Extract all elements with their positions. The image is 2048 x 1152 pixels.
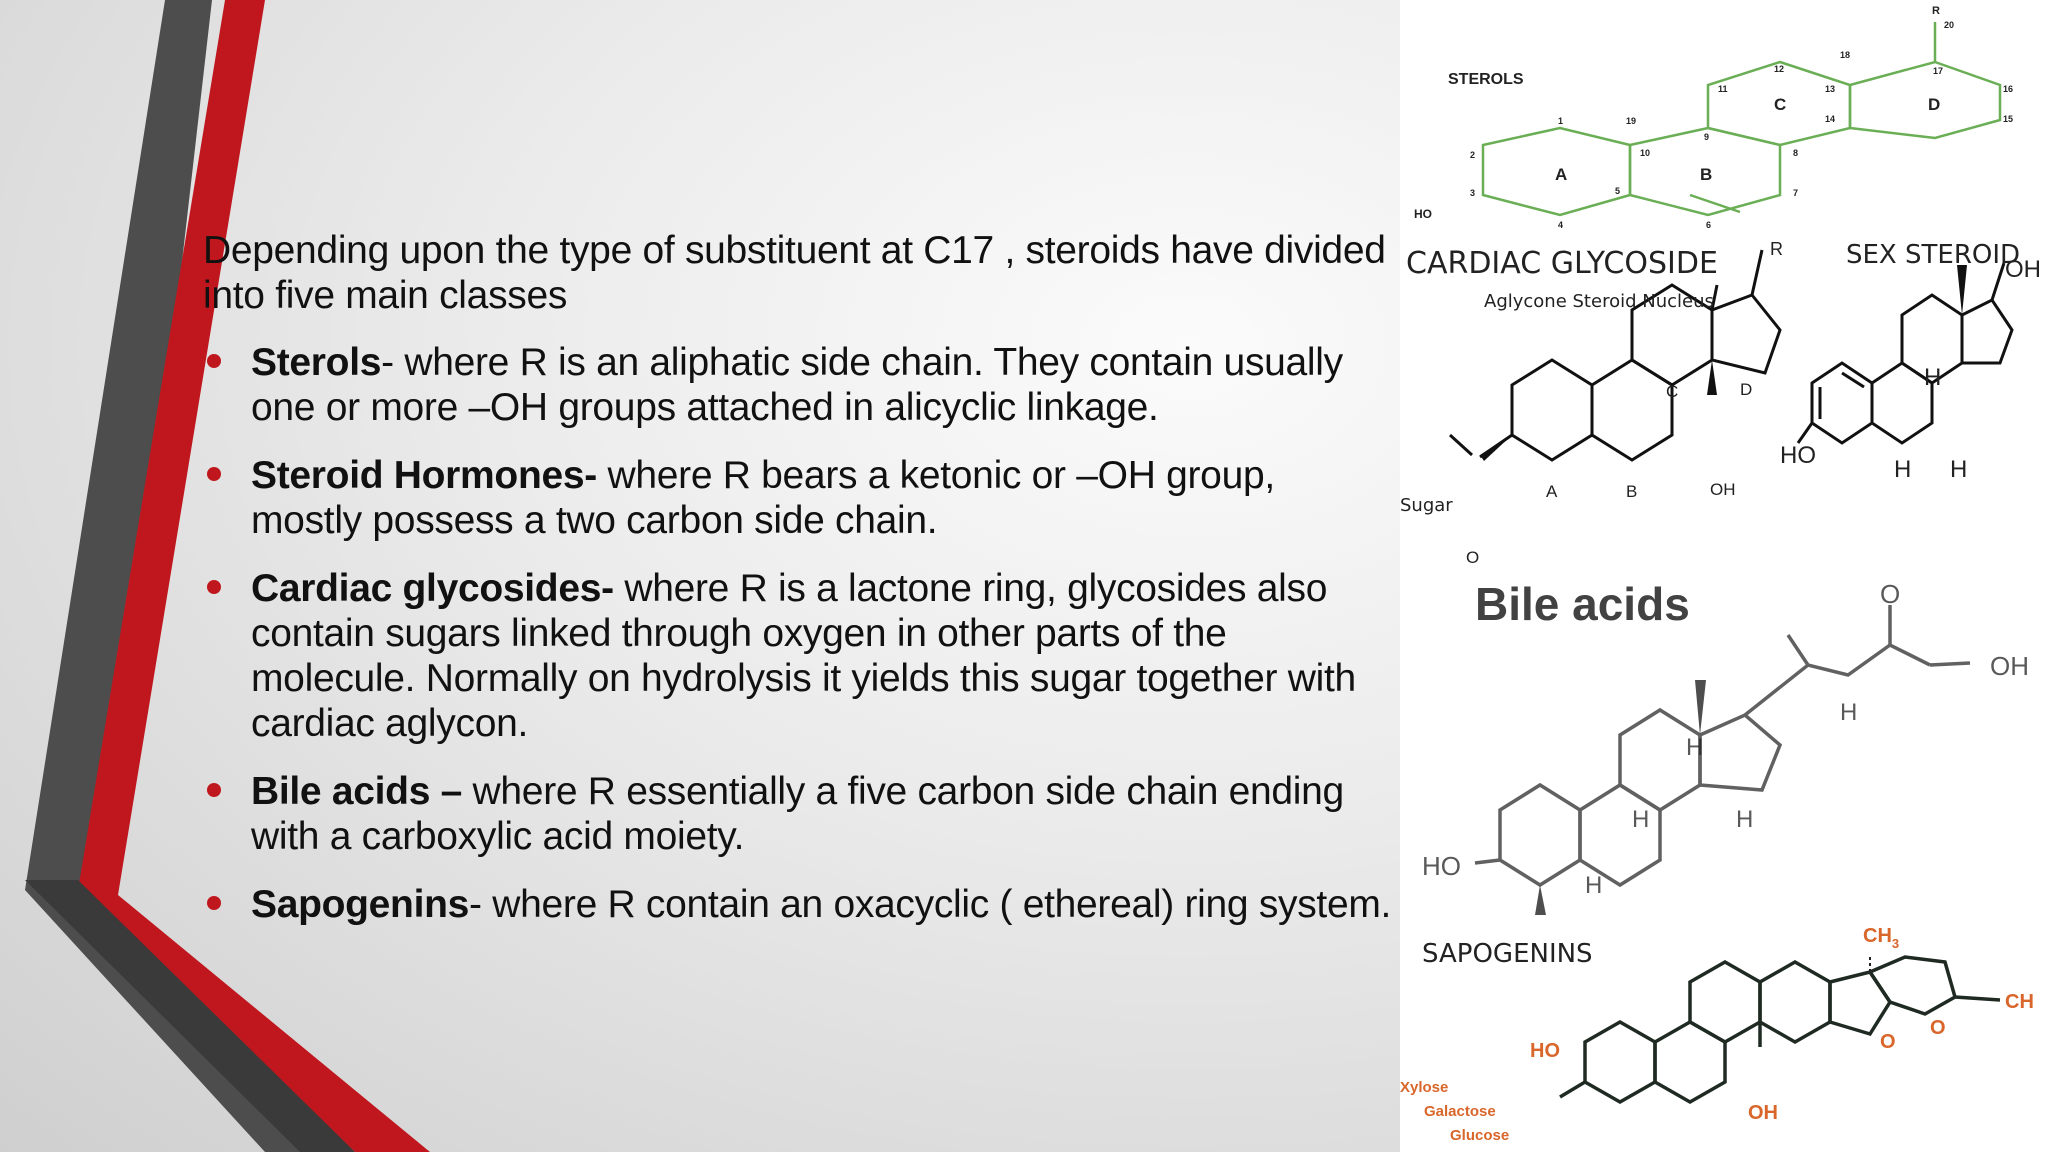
bullet-bile-acids: [203, 769, 1393, 859]
h-label: H: [1840, 699, 1858, 726]
ho-label: HO: [1530, 1040, 1560, 1062]
o-label: O: [1880, 1031, 1896, 1053]
bullet-text: - where R is an aliphatic side chain. They contain usually one or more –OH groups attached in alicyclic linkage.: [251, 341, 1343, 429]
ch-text: CH: [1863, 925, 1892, 947]
atom-number: 15: [2003, 114, 2014, 124]
bullet-dot: [207, 354, 221, 368]
bullet-cardiac-glycosides: [203, 566, 1393, 746]
atom-number: 1: [1558, 116, 1564, 126]
ch3-right-label: CH: [2005, 991, 2034, 1013]
atom-number: 16: [2003, 84, 2014, 94]
cardiac-glycoside-figure: [1400, 235, 1783, 567]
h-label: H: [1686, 734, 1704, 761]
sapogenins-title: SAPOGENINS: [1422, 939, 1593, 969]
oh-label: OH: [1748, 1102, 1778, 1124]
bullet-steroid-hormones: [203, 453, 1393, 543]
bile-acids-title: Bile acids: [1475, 578, 1690, 630]
atom-number: 17: [1933, 66, 1944, 76]
atom-number: 3: [1470, 188, 1476, 198]
r-label: R: [1770, 239, 1783, 259]
ring-a-label: A: [1555, 165, 1568, 184]
atom-number: 20: [1944, 20, 1955, 30]
atom-number: 14: [1825, 114, 1836, 124]
atom-number: 2: [1470, 150, 1476, 160]
ring-c-label: C: [1666, 382, 1679, 401]
bullet-dot: [207, 896, 221, 910]
h-label: H: [1924, 364, 1942, 391]
h-label: H: [1632, 806, 1650, 833]
bullet-text: - where R contain an oxacyclic ( ethereal) ring system.: [469, 883, 1392, 926]
oh-label: OH: [1990, 651, 2029, 681]
intro-text: Depending upon the type of substituent at C17 , steroids have divided into five main classes: [203, 229, 1386, 317]
subscript-3: 3: [1891, 936, 1900, 951]
oh-label: OH: [2005, 256, 2041, 283]
h-label: H: [1585, 872, 1603, 899]
atom-number: 18: [1840, 50, 1851, 60]
ring-c-label: C: [1774, 95, 1787, 114]
sapogenins-figure: [1400, 922, 2048, 1152]
xylose-label: Xylose: [1400, 1079, 1449, 1096]
atom-number: 10: [1640, 148, 1651, 158]
h-label: H: [1894, 456, 1912, 483]
sex-steroid-figure: [1780, 235, 2048, 565]
sex-steroid-title: SEX STEROID: [1846, 240, 2021, 270]
atom-number: 9: [1704, 132, 1710, 142]
ring-d-label: D: [1928, 95, 1941, 114]
bullet-term: Sterols: [251, 341, 382, 384]
bullet-term: Sapogenins: [251, 883, 470, 926]
o-label: O: [1880, 579, 1901, 609]
bile-acids-figure: [1400, 565, 2048, 925]
atom-number: 5: [1615, 186, 1621, 196]
structure-figures: [1400, 0, 2048, 1152]
bullet-term: Bile acids –: [251, 770, 463, 813]
ho-label: HO: [1414, 207, 1432, 221]
r-label: R: [1932, 5, 1940, 17]
cardiac-subtitle: Aglycone Steroid Nucleus: [1484, 291, 1714, 312]
slide-body: [203, 228, 1393, 950]
ring-d-label: D: [1740, 380, 1753, 399]
ring-a-label: A: [1546, 482, 1558, 501]
ho-label: HO: [1780, 442, 1816, 469]
h-label: H: [1950, 456, 1968, 483]
glucose-label: Glucose: [1450, 1127, 1510, 1144]
bullet-dot: [207, 467, 221, 481]
atom-number: 7: [1793, 188, 1799, 198]
sterols-title: STEROLS: [1448, 71, 1524, 88]
bullet-dot: [207, 783, 221, 797]
bullet-text: where R bears a ketonic or –OH group, mostly possess a two carbon side chain.: [251, 454, 1275, 542]
o-ring-label: O: [1930, 1017, 1946, 1039]
oh-label: OH: [1710, 480, 1736, 499]
atom-number: 19: [1626, 116, 1637, 126]
bullet-term: Cardiac glycosides-: [251, 567, 614, 610]
atom-number: 12: [1774, 64, 1785, 74]
bullet-sterols: [203, 340, 1393, 430]
atom-number: 8: [1793, 148, 1799, 158]
ring-b-label: B: [1700, 165, 1713, 184]
atom-number: 11: [1718, 84, 1728, 94]
atom-number: 4: [1558, 220, 1564, 230]
bullet-sapogenins: [203, 882, 1393, 927]
bullet-term: Steroid Hormones-: [251, 454, 597, 497]
bullet-dot: [207, 580, 221, 594]
bullet-text: where R is a lactone ring, glycosides also contain sugars linked through oxygen in other parts of the molecule. Normally on hydrolysis it yields this sugar together with cardiac aglycon.: [251, 567, 1356, 745]
h-label: H: [1736, 806, 1754, 833]
ch3-label: [1863, 925, 1899, 951]
bullet-text: where R essentially a five carbon side chain ending with a carboxylic acid moiety.: [251, 770, 1344, 858]
cardiac-title: CARDIAC GLYCOSIDE: [1406, 246, 1718, 281]
class-list: [203, 340, 1393, 927]
sugar-label: Sugar: [1400, 495, 1453, 516]
ho-label: HO: [1422, 851, 1461, 881]
o-label: O: [1466, 548, 1480, 567]
atom-number: 6: [1706, 220, 1712, 230]
galactose-label: Galactose: [1424, 1103, 1496, 1120]
ring-b-label: B: [1626, 482, 1638, 501]
sterols-figure: [1400, 0, 2048, 235]
atom-number: 13: [1825, 84, 1836, 94]
